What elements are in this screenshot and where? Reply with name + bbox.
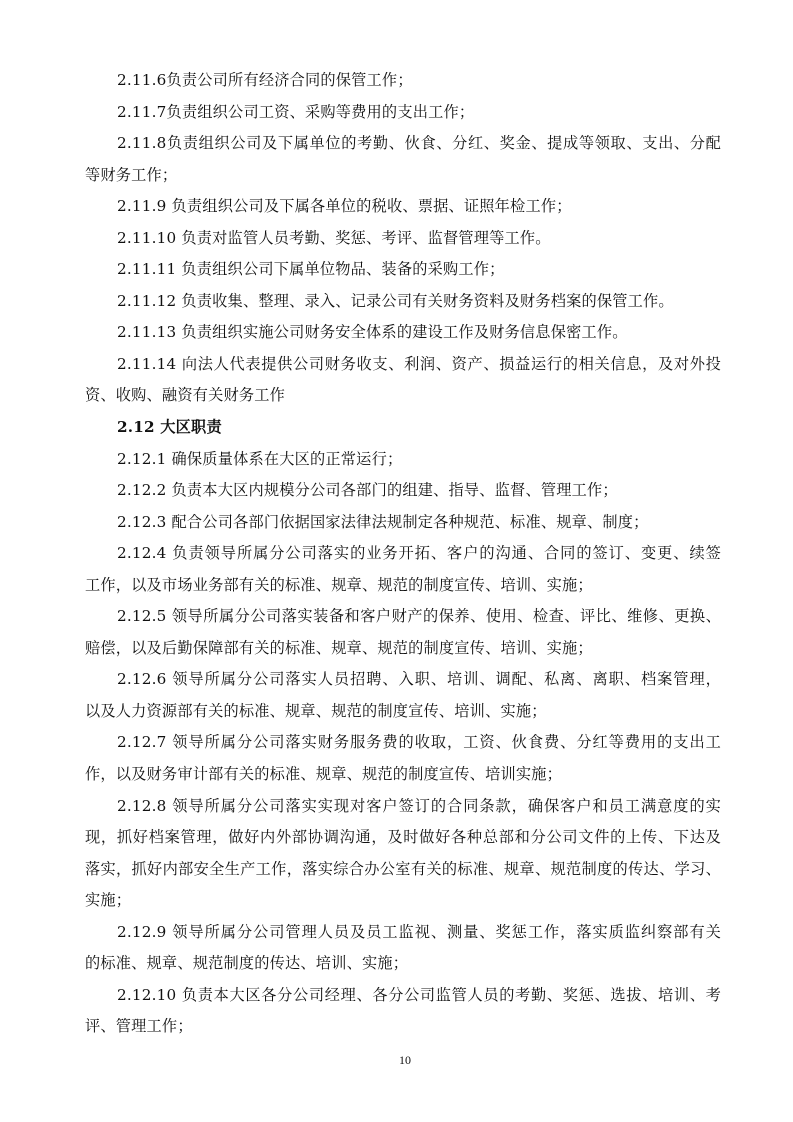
section-heading: 2.12 大区职责 bbox=[117, 418, 222, 437]
paragraph-2-11-7: 2.11.7负责组织公司工资、采购等费用的支出工作； bbox=[117, 102, 475, 121]
paragraph-2-11-8-line-2: 等财务工作； bbox=[85, 165, 178, 184]
paragraph-2-12-3: 2.12.3 配合公司各部门依据国家法律法规制定各种规范、标准、规章、制度； bbox=[117, 512, 649, 531]
paragraph-2-11-12: 2.11.12 负责收集、整理、录入、记录公司有关财务资料及财务档案的保管工作。 bbox=[117, 291, 674, 310]
section-2-11 bbox=[85, 65, 721, 412]
paragraph-2-12-7-line-1: 2.12.7 领导所属分公司落实财务服务费的收取，工资、伙食费、分红等费用的支出工 bbox=[117, 733, 721, 752]
paragraph-2-12-9-line-1: 2.12.9 领导所属分公司管理人员及员工监视、测量、奖惩工作，落实质监纠察部有关 bbox=[117, 922, 721, 941]
paragraph-2-12-10-line-1: 2.12.10 负责本大区各分公司经理、各分公司监管人员的考勤、奖惩、选拔、培训、考 bbox=[117, 985, 721, 1004]
section-2-12 bbox=[85, 412, 721, 1043]
paragraph-2-12-5-line-1: 2.12.5 领导所属分公司落实装备和客户财产的保养、使用、检查、评比、维修、更换、 bbox=[117, 607, 721, 626]
paragraph-2-12-5-line-2: 赔偿，以及后勤保障部有关的标准、规章、规范的制度宣传、培训、实施； bbox=[85, 638, 593, 657]
paragraph-2-12-8-line-1: 2.12.8 领导所属分公司落实实现对客户签订的合同条款，确保客户和员工满意度的实 bbox=[117, 796, 721, 815]
paragraph-2-12-4-line-2: 工作，以及市场业务部有关的标准、规章、规范的制度宣传、培训、实施； bbox=[85, 575, 593, 594]
paragraph-2-11-8-line-1: 2.11.8负责组织公司及下属单位的考勤、伙食、分红、奖金、提成等领取、支出、分配 bbox=[117, 134, 721, 153]
paragraph-2-12-8-line-2: 现，抓好档案管理，做好内外部协调沟通，及时做好各种总部和分公司文件的上传、下达及 bbox=[85, 828, 721, 847]
paragraph-2-11-14-line-2: 资、收购、融资有关财务工作 bbox=[85, 386, 286, 405]
paragraph-2-12-7-line-2: 作，以及财务审计部有关的标准、规章、规范的制度宣传、培训实施； bbox=[85, 765, 563, 784]
paragraph-2-12-4-line-1: 2.12.4 负责领导所属分公司落实的业务开拓、客户的沟通、合同的签订、变更、续签 bbox=[117, 544, 721, 563]
page-number: 10 bbox=[399, 1053, 411, 1067]
paragraph-2-12-2: 2.12.2 负责本大区内规模分公司各部门的组建、指导、监督、管理工作； bbox=[117, 481, 618, 500]
paragraph-2-11-11: 2.11.11 负责组织公司下属单位物品、装备的采购工作； bbox=[117, 260, 505, 279]
paragraph-2-12-6-line-1: 2.12.6 领导所属分公司落实人员招聘、入职、培训、调配、私离、离职、档案管理， bbox=[117, 670, 721, 689]
paragraph-2-12-10-line-2: 评、管理工作； bbox=[85, 1017, 193, 1036]
paragraph-2-12-9-line-2: 的标准、规章、规范制度的传达、培训、实施； bbox=[85, 954, 409, 973]
paragraph-2-11-14-line-1: 2.11.14 向法人代表提供公司财务收支、利润、资产、损益运行的相关信息，及对外投 bbox=[117, 354, 721, 373]
paragraph-2-11-9: 2.11.9 负责组织公司及下属各单位的税收、票据、证照年检工作； bbox=[117, 197, 572, 216]
page-body bbox=[85, 65, 721, 1043]
paragraph-2-12-6-line-2: 以及人力资源部有关的标准、规章、规范的制度宣传、培训、实施； bbox=[85, 701, 547, 720]
paragraph-2-12-8-line-4: 实施； bbox=[85, 891, 132, 910]
paragraph-2-11-10: 2.11.10 负责对监管人员考勤、奖惩、考评、监督管理等工作。 bbox=[117, 228, 551, 247]
paragraph-2-11-6: 2.11.6负责公司所有经济合同的保管工作； bbox=[117, 71, 413, 89]
paragraph-2-11-13: 2.11.13 负责组织实施公司财务安全体系的建设工作及财务信息保密工作。 bbox=[117, 323, 628, 342]
paragraph-2-12-1: 2.12.1 确保质量体系在大区的正常运行； bbox=[117, 449, 403, 468]
paragraph-2-12-8-line-3: 落实，抓好内部安全生产工作，落实综合办公室有关的标准、规章、规范制度的传达、学习、 bbox=[85, 859, 721, 878]
